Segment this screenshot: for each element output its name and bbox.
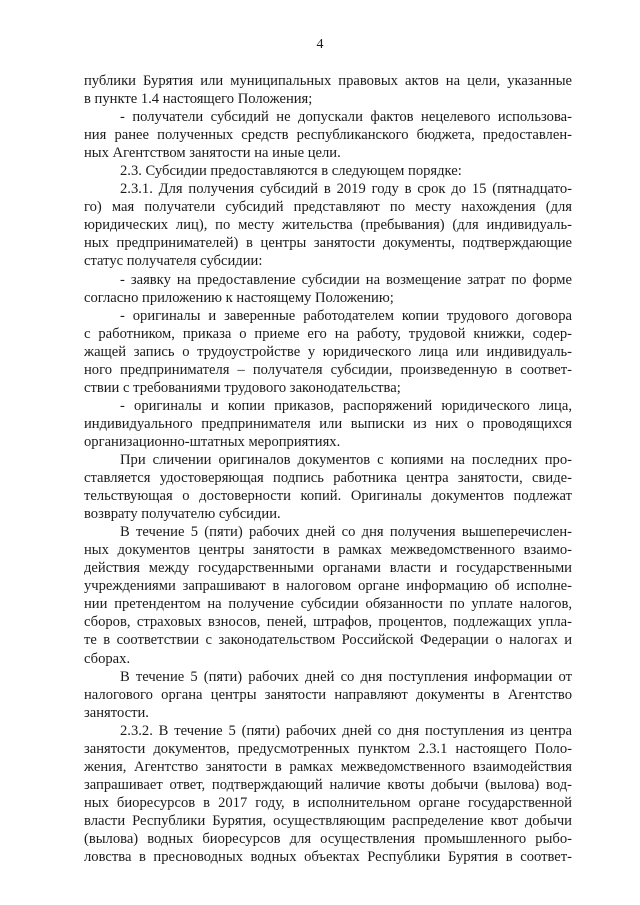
text-line: жения, Агентство занятости в рамках межведомственного взаимодействия	[84, 758, 572, 775]
text-line: - оригиналы и копии приказов, распоряжений юридического лица,	[120, 397, 572, 414]
text-line: жащей запись о трудоустройстве у юридического лица или индивидуаль-	[84, 343, 572, 360]
text-line: учреждениями запрашивают в налоговом органе информацию об исполне-	[84, 578, 572, 595]
text-line: налогового органа центры занятости направляют документы в Агентство	[84, 686, 572, 703]
text-line: занятости документов, предусмотренных пунктом 2.3.1 настоящего Поло-	[84, 740, 572, 757]
text-line: ловства в пресноводных водных объектах Республики Бурятия в соответ-	[84, 849, 572, 866]
text-line: ного предпринимателя – получателя субсидии, произведенную в соответ-	[84, 361, 572, 378]
text-line: публики Бурятия или муниципальных правовых актов на цели, указанные	[84, 73, 572, 89]
text-line: действия между государственными органами власти и государственными	[84, 560, 572, 577]
text-line: занятости.	[84, 704, 149, 721]
text-line: тельствующая о достоверности копий. Оригиналы документов подлежат	[84, 488, 572, 505]
text-line: власти Республики Бурятия, осуществляющим распределение квот добычи	[84, 812, 572, 829]
text-line: ных биоресурсов в 2017 году, в исполнительном органе государственной	[84, 794, 572, 811]
text-line: согласно приложению к настоящему Положению;	[84, 289, 394, 306]
page-number: 4	[316, 37, 324, 52]
text-line: - оригиналы и заверенные работодателем копии трудового договора	[120, 307, 572, 324]
text-line: индивидуального предпринимателя или выписки из них о проводящихся	[84, 415, 572, 432]
text-line: ставляется удостоверяющая подпись работника центра занятости, свиде-	[84, 470, 572, 487]
text-line: ных предпринимателей) в центры занятости документы, подтверждающие	[84, 235, 572, 252]
text-line: юридических лиц), по месту жительства (пребывания) (для индивидуаль-	[84, 217, 572, 234]
text-line: (вылова) водных биоресурсов для осуществления промышленного рыбо-	[84, 830, 572, 847]
text-line: 2.3.2. В течение 5 (пяти) рабочих дней со дня поступления из центра	[120, 722, 572, 739]
text-line: нии претендентом на получение субсидии обязанности по уплате налогов,	[84, 596, 572, 613]
text-line: При сличении оригиналов документов с копиями на последних про-	[120, 451, 572, 468]
text-line: ния ранее полученных средств республиканского бюджета, предоставлен-	[84, 127, 572, 144]
text-line: статус получателя субсидии:	[84, 253, 263, 270]
text-line: ных документов центры занятости в рамках межведомственного взаимо-	[84, 542, 572, 559]
text-line: те в соответствии с законодательством Российской Федерации о налогах и	[84, 632, 572, 649]
text-line: запрашивает ответ, подтверждающий наличие квоты добычи (вылова) вод-	[84, 776, 572, 793]
text-line: го) мая получатели субсидий представляют по месту нахождения (для	[84, 199, 572, 216]
text-line: с работником, приказа о приеме его на работу, трудовой книжки, содер-	[84, 325, 572, 342]
text-line: возврату получателю субсидии.	[84, 506, 281, 523]
text-line: сборов, страховых взносов, пеней, штрафов, процентов, подлежащих упла-	[84, 614, 572, 631]
text-line: ствии с требованиями трудового законодательства;	[84, 379, 401, 396]
text-line: 2.3. Субсидии предоставляются в следующем порядке:	[120, 163, 462, 180]
text-line: 2.3.1. Для получения субсидий в 2019 году в срок до 15 (пятнадцато-	[120, 181, 572, 198]
text-line: в пункте 1.4 настоящего Положения;	[84, 91, 313, 108]
text-line: ных Агентством занятости на иные цели.	[84, 145, 341, 162]
text-line: - получатели субсидий не допускали фактов нецелевого использова-	[120, 109, 572, 126]
text-line: В течение 5 (пяти) рабочих дней со дня поступления информации от	[120, 668, 572, 685]
text-line: - заявку на предоставление субсидии на возмещение затрат по форме	[120, 271, 572, 288]
document-body	[84, 72, 572, 866]
text-line: В течение 5 (пяти) рабочих дней со дня получения вышеперечислен-	[120, 524, 572, 541]
text-line: сборах.	[84, 650, 131, 667]
text-line: организационно-штатных мероприятиях.	[84, 433, 341, 450]
